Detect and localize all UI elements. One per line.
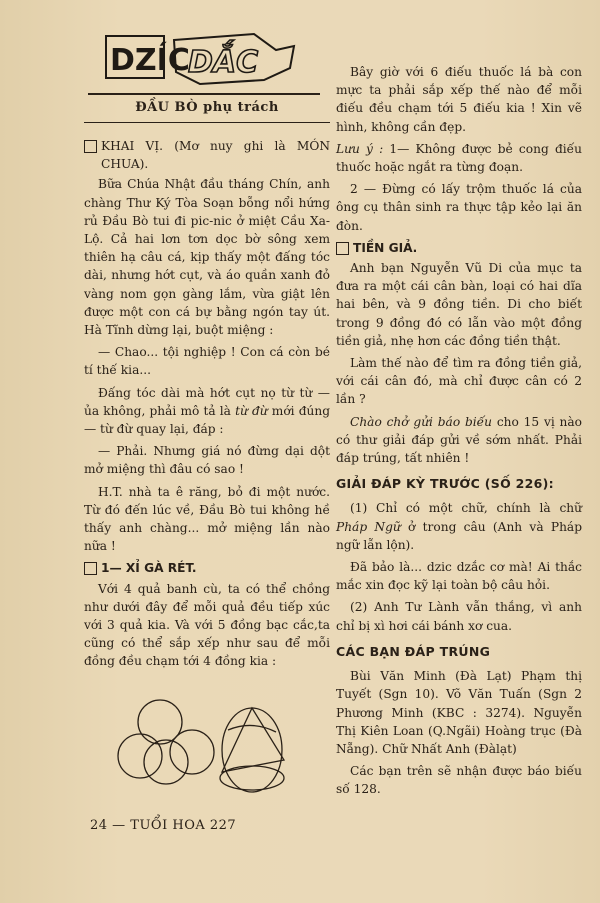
paragraph: (2) Anh Tư Lành vẫn thắng, vì anh chỉ bị xì hơi cái bánh xơ cua. xyxy=(336,600,582,633)
logo-text-dac: DẮC xyxy=(188,45,259,80)
logo-rule xyxy=(88,93,320,95)
left-column xyxy=(84,133,330,675)
xi-ga-ret-heading xyxy=(84,559,330,577)
paragraph: Đã bảo là... dzic dzắc cơ mà! Ai thắc mắc xin đọc kỹ lại toàn bộ câu hỏi. xyxy=(336,560,582,593)
paragraph: Các bạn trên sẽ nhận được báo biếu số 128. xyxy=(336,764,582,797)
text-run: cho 15 vị nào có thư giải đáp gửi về sớm nhất. Phải đáp trúng, tất nhiên ! xyxy=(336,414,582,466)
italic-run: từ đừ xyxy=(235,403,268,418)
column-editor: ĐẦU BÒ phụ trách xyxy=(135,100,279,115)
text-run: ở trong câu (Anh và Pháp ngữ lẫn lộn). xyxy=(336,519,582,552)
paragraph: Làm thế nào để tìm ra đồng tiền giả, với cái cân đó, mà chỉ được cân có 2 lần ? xyxy=(336,356,582,407)
ball-icon xyxy=(170,730,214,774)
coin-icon xyxy=(222,708,282,792)
balls-and-coins-illustration xyxy=(112,690,302,800)
cac-ban-heading: CÁC BẠN ĐÁP TRÚNG xyxy=(336,643,491,659)
text-run: 1— Không được bẻ cong điếu thuốc hoặc ngắt ra từng đoạn. xyxy=(336,141,582,175)
italic-run: Chào chở gửi báo biếu xyxy=(350,414,493,429)
tien-gia-heading-text: TIỀN GIẢ. xyxy=(353,240,418,255)
checkbox-icon xyxy=(84,140,97,153)
page-footer: 24 — TUỔI HOA 227 xyxy=(90,818,237,833)
paragraph: Bùi Văn Minh (Đà Lạt) Phạm thị Tuyết (Sgn 10). Võ Văn Tuấn (Sgn 2 Phương Minh (KBC : 3274). Nguyễn Thị Kiên Loan (Q.Ngãi) Hoàng trục (Đà Nẵng). Chữ Nhất Anh (Đàlạt) xyxy=(336,669,582,756)
tien-gia-heading xyxy=(336,239,582,257)
paragraph xyxy=(84,384,330,439)
paragraph: Anh bạn Nguyễn Vũ Di của mục ta đưa ra một cái cân bàn, loại có hai dĩa hai bên, và 9 đồng tiền. Di cho biết trong 9 đồng đó có lẫn vào một đồng tiền giả, nhẹ hơn các đồng tiền thật. xyxy=(336,261,582,348)
ball-icon xyxy=(118,734,162,778)
paragraph: H.T. nhà ta ê răng, bỏ đi một nước. Từ đó đến lúc về, Đầu Bò tui không hề thấy anh chàng... mở miệng lần nào nữa ! xyxy=(84,484,330,554)
checkbox-icon xyxy=(336,242,349,255)
italic-run: Lưu ý : xyxy=(336,141,384,156)
khai-vi-heading xyxy=(84,137,330,173)
column-logo xyxy=(104,28,300,90)
paragraph xyxy=(336,413,582,468)
paragraph: Bây giờ với 6 điếu thuốc lá bà con mực ta phải sắp xếp thế nào để mỗi điếu đều chạm tới 5 điếu kia ! Xin vẽ hình, không cần đẹp. xyxy=(336,65,582,134)
paragraph: — Phải. Nhưng giá nó đừng dại dột mở miệng thì đâu có sao ! xyxy=(84,444,330,477)
byline-rule xyxy=(84,122,330,123)
paragraph: Bữa Chúa Nhật đầu tháng Chín, anh chàng Thư Ký Tòa Soạn bỗng nổi hứng rủ Đầu Bò tui đi pic-nic ở miệt Cầu Xa-Lộ. Cả hai lơn tơn dọc bờ sông xem thiên hạ câu cá, kịp thấy một đấng tóc dài, nhưng hớt cụt, và áo quần xanh đỏ vàng nom gọn gàng lắm, vừa giật lên được một con cá bự bằng ngón tay út. Hà Tĩnh dừng lại, buột miệng : xyxy=(84,177,330,338)
logo-text-dzic: DZÍC xyxy=(110,43,190,78)
xi-ga-ret-heading-text: 1— XỈ GÀ RÉT. xyxy=(101,561,197,576)
text-run: mới đúng — từ đừ quay lại, đáp : xyxy=(84,403,330,437)
paragraph xyxy=(336,499,582,554)
italic-run: Pháp Ngữ xyxy=(336,519,401,534)
khai-vi-heading-text: KHAI VỊ. (Mơ nuy ghi là MÓN CHUA). xyxy=(101,139,330,172)
paragraph: Với 4 quả banh cù, ta có thể chồng như dưới đây để mỗi quả đều tiếp xúc với 3 quả kia. Và với 5 đồng bạc cắc,ta cũng có thể sắp xếp như sau để mỗi đồng đều chạm tới 4 đồng kia : xyxy=(84,581,330,669)
text-run: (1) Chỉ có một chữ, chính là chữ xyxy=(350,501,582,516)
paragraph: 2 — Đừng có lấy trộm thuốc lá của ông cụ thân sinh ra thực tập kẻo lại ăn đòn. xyxy=(336,182,582,233)
paragraph: — Chao... tội nghiệp ! Con cá còn bé tí thế kia... xyxy=(84,345,330,378)
paragraph xyxy=(336,140,582,176)
coin-icon xyxy=(228,725,276,732)
ball-icon xyxy=(144,740,188,784)
giai-dap-heading: GIẢI ĐÁP KỲ TRƯỚC (SỐ 226): xyxy=(336,476,554,492)
right-column xyxy=(336,63,582,803)
text-run: Đấng tóc dài mà hớt cụt nọ từ từ — ủa không, phải mô tả là xyxy=(84,385,330,418)
checkbox-icon xyxy=(84,562,97,575)
coin-icon xyxy=(222,708,284,772)
